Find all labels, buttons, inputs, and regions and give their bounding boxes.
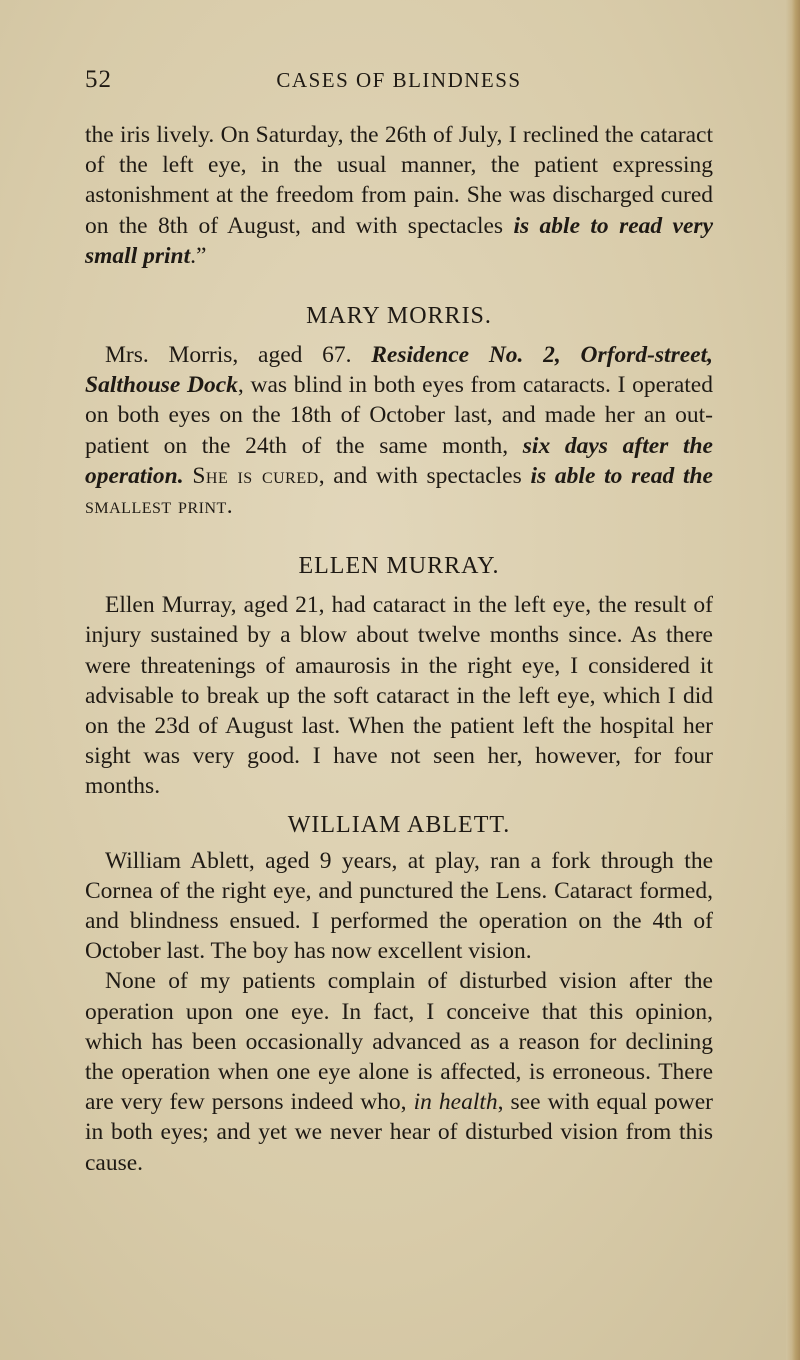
residence-text: Residence No. 2, Orford-street, Salthouse Dock	[85, 342, 713, 399]
small-caps-text: smallest print	[85, 493, 227, 520]
case-paragraph-ellen-murray: Ellen Murray, aged 21, had cataract in the left eye, the result of injury sustained by a blow about twelve months since. As there were threatenings of amaurosis in the right eye, I considered it advisable to break up the soft cataract in the left eye, which I did on the 23d of August last. When the patient left the hospital her sight was very good. I have not seen her, however, for four months.	[85, 592, 713, 800]
page-content	[85, 66, 713, 1178]
emphasis-text: is able to read the	[530, 462, 713, 489]
case-paragraph-mary-morris	[85, 340, 713, 521]
case-text: , was blind in both eyes from cataracts. I operated on both eyes on the 18th of October last, and made her an out-patient on the 24th of the same month,	[85, 372, 713, 459]
page-edge	[786, 0, 800, 1360]
case-heading-mary-morris: MARY MORRIS.	[306, 303, 492, 330]
case-text: Mrs. Morris, aged 67.	[105, 342, 372, 369]
closing-quote: .”	[190, 242, 207, 269]
closing-paragraph	[85, 966, 713, 1177]
running-head	[85, 66, 713, 100]
emphasis-text: is able to read very small print	[85, 212, 713, 269]
running-title: CASES OF BLINDNESS	[276, 68, 522, 92]
paragraph-continuation	[85, 120, 713, 271]
case-text: .	[226, 493, 233, 520]
paragraph-text: None of my patients complain of disturbed vision after the operation upon one eye. In fact, I conceive that this opinion, which has been occasionally advanced as a reason for declining the operation when one eye alone is affected, is erroneous. There are very few persons indeed who,	[85, 968, 713, 1116]
emphasis-text: six days after the operation.	[85, 432, 713, 489]
case-text: , and with spectacles	[318, 462, 531, 489]
small-caps-text: She is cured	[192, 462, 319, 489]
case-heading-ellen-murray: ELLEN MURRAY.	[298, 553, 500, 580]
paragraph-text: , see with equal power in both eyes; and yet we never hear of disturbed vision from this cause.	[85, 1089, 714, 1176]
emphasis-text: in health	[413, 1089, 498, 1116]
paragraph-text: the iris lively. On Saturday, the 26th of July, I reclined the cataract of the left eye, in the usual manner, the patient expressing astonishment at the freedom from pain. She was discharged cured on the 8th of August, and with spectacles	[85, 122, 713, 239]
page-number: 52	[85, 66, 112, 93]
case-paragraph-william-ablett: William Ablett, aged 9 years, at play, ran a fork through the Cornea of the right eye, and punctured the Lens. Cataract formed, and blindness ensued. I performed the operation on the 4th of October last. The boy has now excellent vision.	[85, 847, 713, 965]
case-heading-william-ablett: WILLIAM ABLETT.	[287, 811, 511, 838]
